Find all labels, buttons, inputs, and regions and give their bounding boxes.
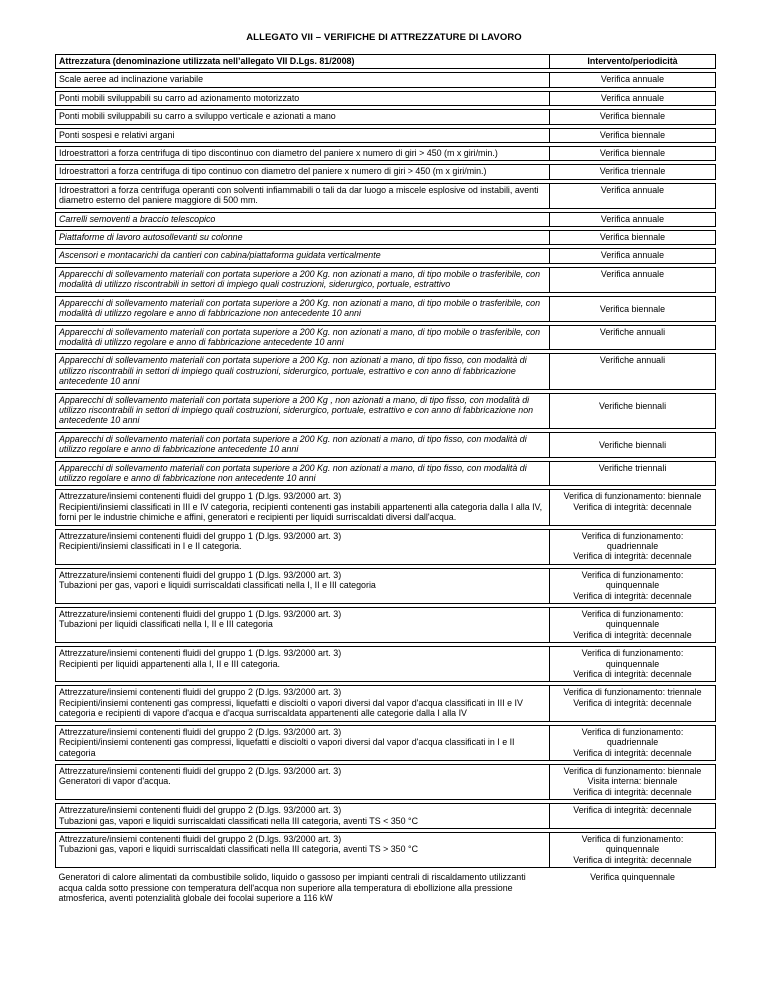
equipment-text: Attrezzature/insiemi contenenti fluidi del gruppo 2 (D.lgs. 93/2000 art. 3) [59,805,342,816]
interval-cell [550,249,716,263]
interval-text: Verifica biennale [599,232,666,243]
interval-text: Verifica di integrità: decennale [573,747,692,758]
equipment-cell [56,128,550,142]
table-row [56,128,716,142]
equipment-text: Attrezzature/insiemi contenenti fluidi del gruppo 2 (D.lgs. 93/2000 art. 3) [59,833,342,844]
table-row [56,212,716,226]
table-row [56,568,716,603]
interval-text: quinquennale [605,658,660,669]
table-row [56,249,716,263]
equipment-text: Recipienti/insiemi contenenti gas compressi, liquefatti e disciolti o vapori diversi dal vapor d'acqua classificati in I e II categoria [59,737,515,758]
equipment-cell [56,325,550,350]
equipment-text: Attrezzature/insiemi contenenti fluidi del gruppo 1 (D.lgs. 93/2000 art. 3) [59,648,342,659]
interval-cell [550,128,716,142]
equipment-cell [56,212,550,226]
interval-cell [550,73,716,87]
table-row [56,267,716,292]
equipment-text: Tubazioni per gas, vapori e liquidi surriscaldati classificati nella I, II e III categoria [59,580,376,591]
interval-cell [550,165,716,179]
interval-text: Verifica annuale [600,268,665,279]
interval-text: Verifiche biennali [598,400,667,411]
equipment-text: Ponti mobili sviluppabili su carro a sviluppo verticale e azionati a mano [59,111,336,122]
equipment-text: Apparecchi di sollevamento materiali con portata superiore a 200 Kg. non azionati a mano, di tipo fisso, con modalità di utilizzo regolare e anno di fabbricazione non antecedente 10 anni [59,462,527,483]
interval-text: quadriennale [606,737,659,748]
equipment-text: Apparecchi di sollevamento materiali con portata superiore a 200 Kg. non azionati a mano, di tipo mobile o trasferibile, con modalità di utilizzo riscontrabili in settori di impiego quali costruzioni, siderurgico, portuale, estrattivo [59,268,541,290]
equipment-cell [56,183,550,208]
interval-cell [550,529,716,564]
equipment-cell [56,432,550,457]
interval-text: Verifica di integrità: decennale [573,501,692,512]
equipment-text: Attrezzature/insiemi contenenti fluidi del gruppo 2 (D.lgs. 93/2000 art. 3) [59,765,342,776]
interval-cell [550,212,716,226]
interval-text: Verifica di funzionamento: biennale [563,765,702,776]
interval-text: Verifica di integrità: decennale [573,805,692,816]
interval-text: Verifiche biennali [598,439,667,450]
equipment-text: Ascensori e montacarichi da cantieri con cabina/piattaforma guidata verticalmente [59,250,381,261]
table-row [56,461,716,486]
equipment-cell [56,871,550,905]
table-row [56,686,716,721]
equipment-text: Apparecchi di sollevamento materiali con portata superiore a 200 Kg , non azionati a mano, di tipo fisso, con modalità di utilizzo riscontrabili in settori di impiego quali costruzioni, siderurgico, portuale, estrattivo e con anno di fabbricazione non antecedente 10 anni [59,394,534,426]
table-row [56,764,716,799]
table-row [56,354,716,389]
table-row [56,608,716,643]
equipment-cell [56,147,550,161]
equipment-cell [56,568,550,603]
interval-text: Verifica di integrità: decennale [573,669,692,680]
interval-cell [550,147,716,161]
table-row [56,529,716,564]
equipment-cell [56,608,550,643]
interval-text: Verifiche triennali [598,462,667,473]
interval-cell [550,110,716,124]
interval-text: quinquennale [605,844,660,855]
table-row [56,490,716,525]
interval-text: Verifica di integrità: decennale [573,629,692,640]
header-equipment: Attrezzatura (denominazione utilizzata nell’allegato VII D.Lgs. 81/2008) [56,55,550,69]
equipment-cell [56,73,550,87]
interval-text: Verifica biennale [599,111,666,122]
table-row [56,165,716,179]
interval-cell [550,393,716,428]
interval-cell [550,432,716,457]
table-row [56,804,716,829]
interval-text: Verifica di funzionamento: [581,569,684,580]
equipment-text: Apparecchi di sollevamento materiali con portata superiore a 200 Kg. non azionati a mano, di tipo mobile o trasferibile, con modalità di utilizzo regolare e anno di fabbricazione antecedente 10 anni [59,326,541,347]
interval-text: quadriennale [606,541,659,551]
interval-text: Verifica di funzionamento: triennale [563,687,702,698]
equipment-text: Attrezzature/insiemi contenenti fluidi del gruppo 1 (D.lgs. 93/2000 art. 3) [59,530,342,541]
interval-cell [550,91,716,105]
interval-cell [550,725,716,760]
header-interval: Intervento/periodicità [550,55,716,69]
equipment-text: Generatori di calore alimentati da combustibile solido, liquido o gassoso per impianti centrali di riscaldamento utilizzanti acqua calda sotto pressione con temperatura dell'acqua non superiore alla temperatura di ebollizione alla pressione atmosferica, aventi potenzialità globale dei focolai superiore a 116 kW [58,872,526,903]
table-row [56,393,716,428]
table-row [56,110,716,124]
interval-text: Verifica di funzionamento: biennale [563,491,702,502]
table-row [56,91,716,105]
interval-text: Verifica triennale [599,166,666,177]
equipment-text: Attrezzature/insiemi contenenti fluidi del gruppo 2 (D.lgs. 93/2000 art. 3) [59,726,342,737]
interval-text: Visita interna: biennale [587,776,678,787]
interval-cell [550,231,716,245]
equipment-text: Ponti mobili sviluppabili su carro ad azionamento motorizzato [59,92,300,103]
equipment-text: Idroestrattori a forza centrifuga di tipo discontinuo con diametro del paniere x numero di giri > 450 (m x giri/min.) [59,148,498,159]
interval-text: Verifica di integrità: decennale [573,590,692,601]
equipment-text: Scale aeree ad inclinazione variabile [59,74,204,85]
interval-cell [550,871,716,905]
interval-text: Verifica quinquennale [590,872,675,883]
equipment-cell [56,647,550,682]
equipment-cell [56,231,550,245]
interval-text: Verifica di funzionamento: [581,530,684,541]
equipment-text: Idroestrattori a forza centrifuga operanti con solventi infiammabili o tali da dar luogo a miscele esplosive od instabili, aventi diametro esterno del paniere maggiore di 500 mm. [59,184,539,206]
equipment-text: Attrezzature/insiemi contenenti fluidi del gruppo 1 (D.lgs. 93/2000 art. 3) [59,609,342,620]
interval-cell [550,267,716,292]
equipment-cell [56,249,550,263]
interval-cell [550,647,716,682]
table-row [56,296,716,321]
equipment-cell [56,804,550,829]
interval-cell [550,354,716,389]
interval-text: Verifica di integrità: decennale [573,551,692,562]
table-row [56,231,716,245]
interval-text: Verifica annuale [600,74,665,85]
equipment-cell [56,267,550,292]
table-row [56,325,716,350]
equipment-text: Recipienti/insiemi contenenti gas compressi, liquefatti e disciolti o vapori diversi dal vapor d'acqua classificati in III e IV categoria e recipienti di vapore d'acqua e d'acqua surriscaldata appartenenti alle categorie dalla I alla IV [59,697,523,719]
document-title: ALLEGATO VII – VERIFICHE DI ATTREZZATURE DI LAVORO [246,32,522,43]
equipment-text: Attrezzature/insiemi contenenti fluidi del gruppo 1 (D.lgs. 93/2000 art. 3) [59,569,342,580]
equipment-text: Attrezzature/insiemi contenenti fluidi del gruppo 2 (D.lgs. 93/2000 art. 3) [59,687,342,698]
table-row [56,647,716,682]
interval-text: quinquennale [605,580,660,591]
interval-text: Verifica biennale [599,303,666,314]
equipment-cell [56,490,550,525]
interval-cell [550,490,716,525]
interval-cell [550,764,716,799]
interval-text: Verifica di funzionamento: [581,609,684,620]
table-row [56,73,716,87]
interval-text: Verifica di integrità: decennale [573,854,692,865]
equipment-cell [56,296,550,321]
equipment-cell [56,764,550,799]
interval-cell [550,568,716,603]
equipment-text: Recipienti/insiemi classificati in I e II categoria. [59,541,242,551]
interval-text: Verifica annuale [600,184,665,195]
equipment-text: Idroestrattori a forza centrifuga di tipo continuo con diametro del paniere x numero di giri > 450 (m x giri/min.) [59,166,487,177]
equipment-cell [56,91,550,105]
equipment-cell [56,110,550,124]
interval-text: Verifica biennale [599,148,666,159]
interval-text: Verifiche annuali [599,326,666,337]
interval-text: quinquennale [605,619,660,630]
table-row [56,147,716,161]
interval-text: Verifica annuale [600,213,665,224]
equipment-text: Apparecchi di sollevamento materiali con portata superiore a 200 Kg. non azionati a mano, di tipo fisso, con modalità di utilizzo regolare e anno di fabbricazione antecedente 10 anni [59,433,527,455]
interval-text: Verifica di funzionamento: [581,726,684,737]
interval-text: Verifica annuale [600,92,665,103]
table-row [56,832,716,867]
equipment-text: Tubazioni per liquidi classificati nella I, II e III categoria [59,619,273,630]
table-row [56,183,716,208]
equipment-text: Tubazioni gas, vapori e liquidi surriscaldati classificati nella III categoria, aventi TS > 350 °C [59,844,418,855]
interval-cell [550,832,716,867]
equipment-text: Generatori di vapor d'acqua. [59,776,171,787]
equipment-cell [56,354,550,389]
equipment-text: Tubazioni gas, vapori e liquidi surriscaldati classificati nella III categoria, aventi TS < 350 °C [59,815,418,826]
interval-cell [550,183,716,208]
equipment-verification-table [55,54,716,905]
equipment-cell [56,725,550,760]
interval-cell [550,804,716,829]
table-row [56,432,716,457]
table-row [56,725,716,760]
equipment-text: Recipienti per liquidi appartenenti alla I, II e III categoria. [59,658,281,669]
interval-text: Verifica biennale [599,129,666,140]
equipment-cell [56,461,550,486]
equipment-text: Ponti sospesi e relativi argani [59,129,175,140]
equipment-cell [56,165,550,179]
interval-text: Verifica annuale [600,250,665,261]
equipment-text: Recipienti/insiemi classificati in III e IV categoria, recipienti contenenti gas instabili appartenenti alla categoria dalla I alla IV, forni per le industrie chimiche e affini, generatori e recipienti per liquidi surriscaldati diversi dall'acqua. [59,501,543,523]
equipment-cell [56,832,550,867]
interval-cell [550,325,716,350]
interval-cell [550,461,716,486]
interval-text: Verifica di integrità: decennale [573,786,692,797]
table-header-row [56,55,716,69]
equipment-cell [56,393,550,428]
interval-text: Verifica di funzionamento: [581,833,684,844]
interval-cell [550,608,716,643]
equipment-text: Carrelli semoventi a braccio telescopico [59,213,216,224]
table-row [56,871,716,905]
equipment-cell [56,686,550,721]
interval-text: Verifica di funzionamento: [581,648,684,659]
interval-text: Verifica di integrità: decennale [573,697,692,708]
interval-cell [550,686,716,721]
interval-text: Verifiche annuali [599,355,666,366]
equipment-text: Apparecchi di sollevamento materiali con portata superiore a 200 Kg. non azionati a mano, di tipo fisso, con modalità di utilizzo riscontrabili in settori di impiego quali costruzioni, siderurgico, portuale, estrattivo e con anno di fabbricazione antecedente 10 anni [59,355,527,387]
equipment-text: Attrezzature/insiemi contenenti fluidi del gruppo 1 (D.lgs. 93/2000 art. 3) [59,491,342,502]
interval-cell [550,296,716,321]
equipment-text: Piattaforme di lavoro autosollevanti su colonne [59,232,243,243]
equipment-cell [56,529,550,564]
equipment-text: Apparecchi di sollevamento materiali con portata superiore a 200 Kg. non azionati a mano, di tipo mobile o trasferibile, con modalità di utilizzo regolare e anno di fabbricazione non antecedente 10 anni [59,297,541,319]
